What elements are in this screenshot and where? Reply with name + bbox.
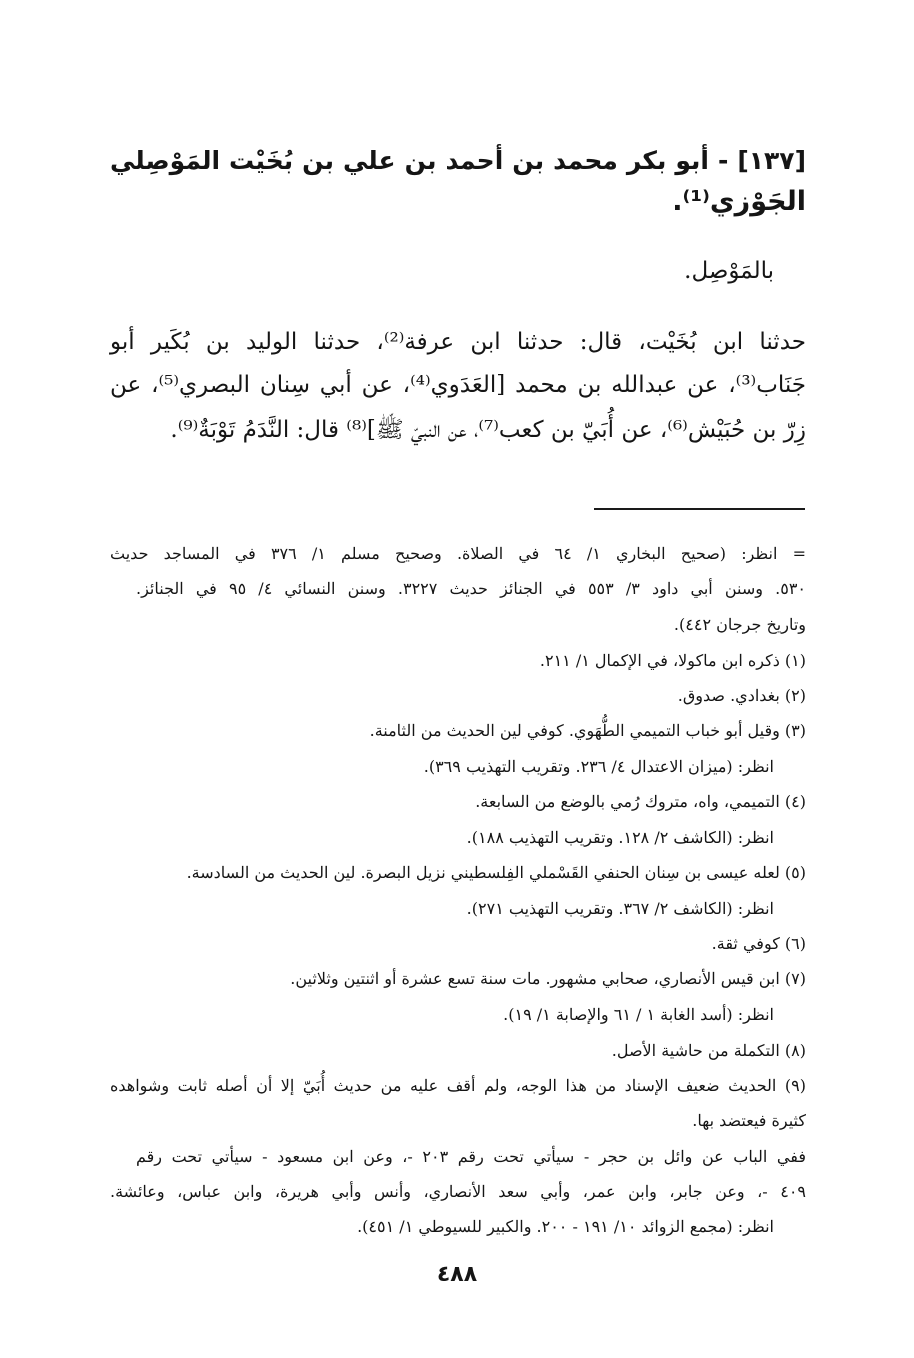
footnote-5-reference: انظر: (الكاشف ٢/ ٣٦٧. وتقريب التهذيب ٢٧١). — [466, 899, 774, 918]
footnote-7: (٧) ابن قيس الأنصاري، صحابي مشهور. مات سنة تسع عشرة أو اثنتين وثلاثين. — [290, 969, 806, 988]
footnote-9-reference: انظر: (مجمع الزوائد ١٠/ ١٩١ - ٢٠٠. والكبير للسيوطي ١/ ٤٥١). — [357, 1217, 774, 1236]
footnote-4: (٤) التميمي، واه، متروك رُمي بالوضع من السابعة. — [475, 792, 806, 811]
hadith-line-2: جَنَاب⁽³⁾، عن عبدالله بن محمد [العَدَوي⁽⁴⁾، عن أبي سِنان البصري⁽⁵⁾، عن — [110, 372, 807, 398]
footnote-line: = انظر: (صحيح البخاري ١/ ٦٤ في الصلاة. وصحيح مسلم ١/ ٣٧٦ في المساجد حديث — [110, 544, 807, 563]
footnote-3-reference: انظر: (ميزان الاعتدال ٤/ ٢٣٦. وتقريب التهذيب ٣٦٩). — [423, 757, 774, 776]
footnote-9-continuation: كثيرة فيعتضد بها. — [692, 1111, 806, 1130]
footnote-line: وتاريخ جرجان ٤٤٢). — [673, 615, 806, 634]
footnote-9: (٩) الحديث ضعيف الإسناد من هذا الوجه، ولم أقف عليه من حديث أُبَيّ إلا أن أصله ثابت وشواهده — [110, 1076, 807, 1095]
footnote-9-continuation: ٤٠٩ -، وعن جابر، وابن عمر، وأبي سعد الأنصاري، وأنس وأبي هريرة، وابن عباس، وعائشة. — [110, 1182, 806, 1201]
footnote-3: (٣) وقيل أبو خباب التميمي الطُّهَوي. كوفي لين الحديث من الثامنة. — [369, 721, 806, 740]
footnote-9-continuation: ففي الباب عن وائل بن حجر - سيأتي تحت رقم ٢٠٣ -، وعن ابن مسعود - سيأتي تحت رقم — [136, 1147, 807, 1166]
footnote-8: (٨) التكملة من حاشية الأصل. — [611, 1041, 806, 1060]
footnote-divider — [594, 508, 805, 510]
hadith-line-3: زِرّ بن حُبَيْش⁽⁶⁾، عن أُبَيّ بن كعب⁽⁷⁾، عن النبيّ ﷺ]⁽⁸⁾ قال: النَّدَمُ تَوْبَةٌ⁽⁹⁾. — [170, 417, 806, 443]
entry-heading-line-2: الجَوْزي⁽¹⁾. — [672, 186, 806, 217]
footnote-1: (١) ذكره ابن ماكولا، في الإكمال ١/ ٢١١. — [539, 651, 806, 670]
hadith-line-1: حدثنا ابن بُخَيْت، قال: حدثنا ابن عرفة⁽²⁾، حدثنا الوليد بن بُكَير أبو — [110, 329, 806, 355]
footnote-7-reference: انظر: (أسد الغابة ١ / ٦١ والإصابة ١/ ١٩). — [503, 1005, 774, 1024]
entry-location: بالمَوْصِل. — [684, 258, 774, 284]
footnote-6: (٦) كوفي ثقة. — [711, 934, 806, 953]
footnote-2: (٢) بغدادي. صدوق. — [677, 686, 806, 705]
entry-heading-line-1: [١٣٧] - أبو بكر محمد بن أحمد بن علي بن بُخَيْت المَوْصِلي — [110, 146, 806, 175]
footnote-5: (٥) لعله عيسى بن سِنان الحنفي القَسْملي الفِلسطيني نزيل البصرة. لين الحديث من السادسة. — [186, 863, 806, 882]
footnote-4-reference: انظر: (الكاشف ٢/ ١٢٨. وتقريب التهذيب ١٨٨). — [466, 828, 774, 847]
page-number: ٤٨٨ — [436, 1262, 478, 1287]
footnote-line: ٥٣٠. وسنن أبي داود ٣/ ٥٥٣ في الجنائز حديث ٣٢٢٧. وسنن النسائي ٤/ ٩٥ في الجنائز. — [136, 579, 807, 598]
